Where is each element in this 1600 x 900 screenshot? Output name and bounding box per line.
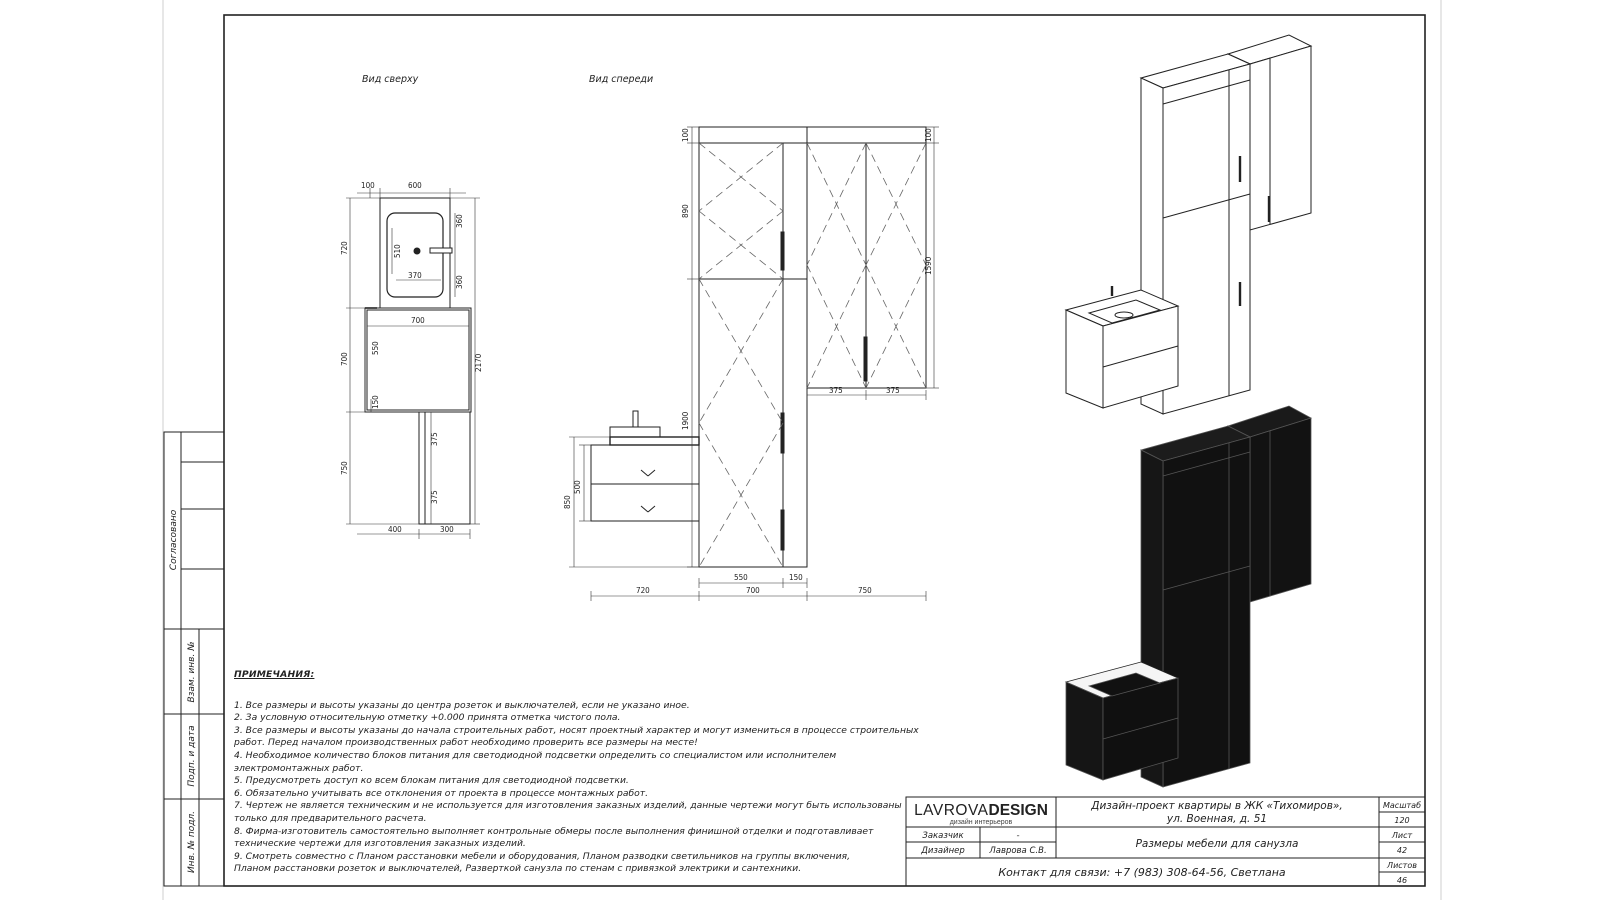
sheets-label: Листов <box>1387 861 1417 870</box>
customer-value: - <box>1016 831 1020 841</box>
tv-dim-150: 150 <box>371 395 380 409</box>
tv-dim-400: 400 <box>388 525 402 534</box>
stamp-inv-replace: Взам. инв. № <box>187 641 197 703</box>
sheet-label: Лист <box>1391 831 1413 840</box>
contact-line: Контакт для связи: +7 (983) 308-64-56, Светлана <box>998 866 1286 879</box>
fv-dim-375a: 375 <box>829 386 843 395</box>
fv-dim-720: 720 <box>636 586 650 595</box>
fv-dim-375b: 375 <box>886 386 900 395</box>
tv-dim-2170: 2170 <box>474 353 483 372</box>
fv-dim-890: 890 <box>681 204 690 218</box>
fv-dim-550: 550 <box>734 573 748 582</box>
project-line-1: Дизайн-проект квартиры в ЖК «Тихомиров», <box>1091 800 1343 812</box>
stamp-inv-orig: Инв. № подл. <box>187 810 197 874</box>
scale-value: 120 <box>1394 816 1410 825</box>
project-line-2: ул. Военная, д. 51 <box>1166 813 1268 825</box>
designer-label: Дизайнер <box>921 846 965 856</box>
note-line: 7. Чертеж не является техническим и не используется для изготовления заказных изделий, данные чертежи могут быть использованы <box>234 800 902 812</box>
note-line: электромонтажных работ. <box>234 762 364 774</box>
note-line: 4. Необходимое количество блоков питания для светодиодной подсветки определить со специалистом или исполнителем <box>234 749 837 761</box>
logo-bold: DESIGN <box>988 802 1048 819</box>
customer-label: Заказчик <box>922 831 964 841</box>
front-view-drawing <box>591 127 926 567</box>
iso-view-white <box>1066 35 1311 414</box>
sheet-title: Размеры мебели для санузла <box>1135 838 1299 850</box>
tv-dim-700v: 700 <box>340 352 349 366</box>
tv-dim-360b: 360 <box>455 275 464 289</box>
fv-dim-750: 750 <box>858 586 872 595</box>
fv-dim-1900: 1900 <box>681 411 690 430</box>
note-line: работ. Перед началом производственных работ необходимо проверить все размеры на месте! <box>234 737 698 749</box>
stamp-agreed: Согласовано <box>169 509 179 571</box>
scale-label: Масштаб <box>1382 801 1422 810</box>
note-line: технические чертежи для изготовления заказных изделий. <box>234 838 526 850</box>
note-line: 2. За условную относительную отметку +0.000 принята отметка чистого пола. <box>234 712 621 724</box>
front-view-door-swings <box>699 143 926 567</box>
note-line: Планом расстановки розеток и выключателей, Разверткой санузла по стенам с привязкой электрики и сантехники. <box>234 863 802 875</box>
top-view-label: Вид сверху <box>362 74 419 85</box>
tv-dim-750: 750 <box>340 461 349 475</box>
fv-dim-850: 850 <box>563 495 572 509</box>
tv-dim-370: 370 <box>408 271 422 280</box>
tv-dim-720: 720 <box>340 241 349 255</box>
fv-dim-100-left: 100 <box>681 128 690 142</box>
stamp-sign-date: Подп. и дата <box>187 725 197 787</box>
tv-dim-300: 300 <box>440 525 454 534</box>
logo-light: LAVROVA <box>914 802 989 819</box>
note-line: 3. Все размеры и высоты указаны до начала строительных работ, носят проектный характер и могут измениться в процессе строительных <box>234 724 919 736</box>
fv-dim-100-right: 100 <box>924 128 933 142</box>
tv-dim-700h: 700 <box>411 316 425 325</box>
logo <box>914 802 1048 819</box>
sheets-value: 46 <box>1396 876 1408 885</box>
tv-dim-600: 600 <box>408 181 422 190</box>
tv-dim-360a: 360 <box>455 214 464 228</box>
designer-value: Лаврова С.В. <box>989 846 1047 856</box>
fv-dim-150: 150 <box>789 573 803 582</box>
fv-dim-700: 700 <box>746 586 760 595</box>
tv-dim-510: 510 <box>393 244 402 258</box>
note-line: 9. Смотреть совместно с Планом расстановки мебели и оборудования, Планом разводки светильников на группы включения, <box>234 850 850 862</box>
note-line: 5. Предусмотреть доступ ко всем блокам питания для светодиодной подсветки. <box>234 775 629 787</box>
notes-title: ПРИМЕЧАНИЯ: <box>234 669 315 680</box>
notes-block <box>234 669 919 876</box>
logo-subtitle: дизайн интерьеров <box>949 819 1013 826</box>
note-line: 8. Фирма-изготовитель самостоятельно выполняет контрольные обмеры после выполнения финишной отделки и подготавливает <box>234 825 874 837</box>
iso-view-black <box>1066 406 1311 787</box>
tv-dim-375b: 375 <box>430 490 439 504</box>
tv-dim-100: 100 <box>361 181 375 190</box>
tv-dim-550: 550 <box>371 341 380 355</box>
fv-dim-1590: 1590 <box>924 256 933 275</box>
sheet-value: 42 <box>1396 846 1408 855</box>
fv-dim-500: 500 <box>573 480 582 494</box>
front-view-label: Вид спереди <box>589 74 654 85</box>
note-line: 1. Все размеры и высоты указаны до центра розеток и выключателей, если не указано иное. <box>234 699 690 711</box>
note-line: 6. Обязательно учитывать все отклонения от проекта в процессе монтажных работ. <box>234 787 649 799</box>
note-line: только для предварительного расчета. <box>234 812 427 824</box>
tv-dim-375a: 375 <box>430 432 439 446</box>
front-view-dimlines <box>569 127 939 601</box>
